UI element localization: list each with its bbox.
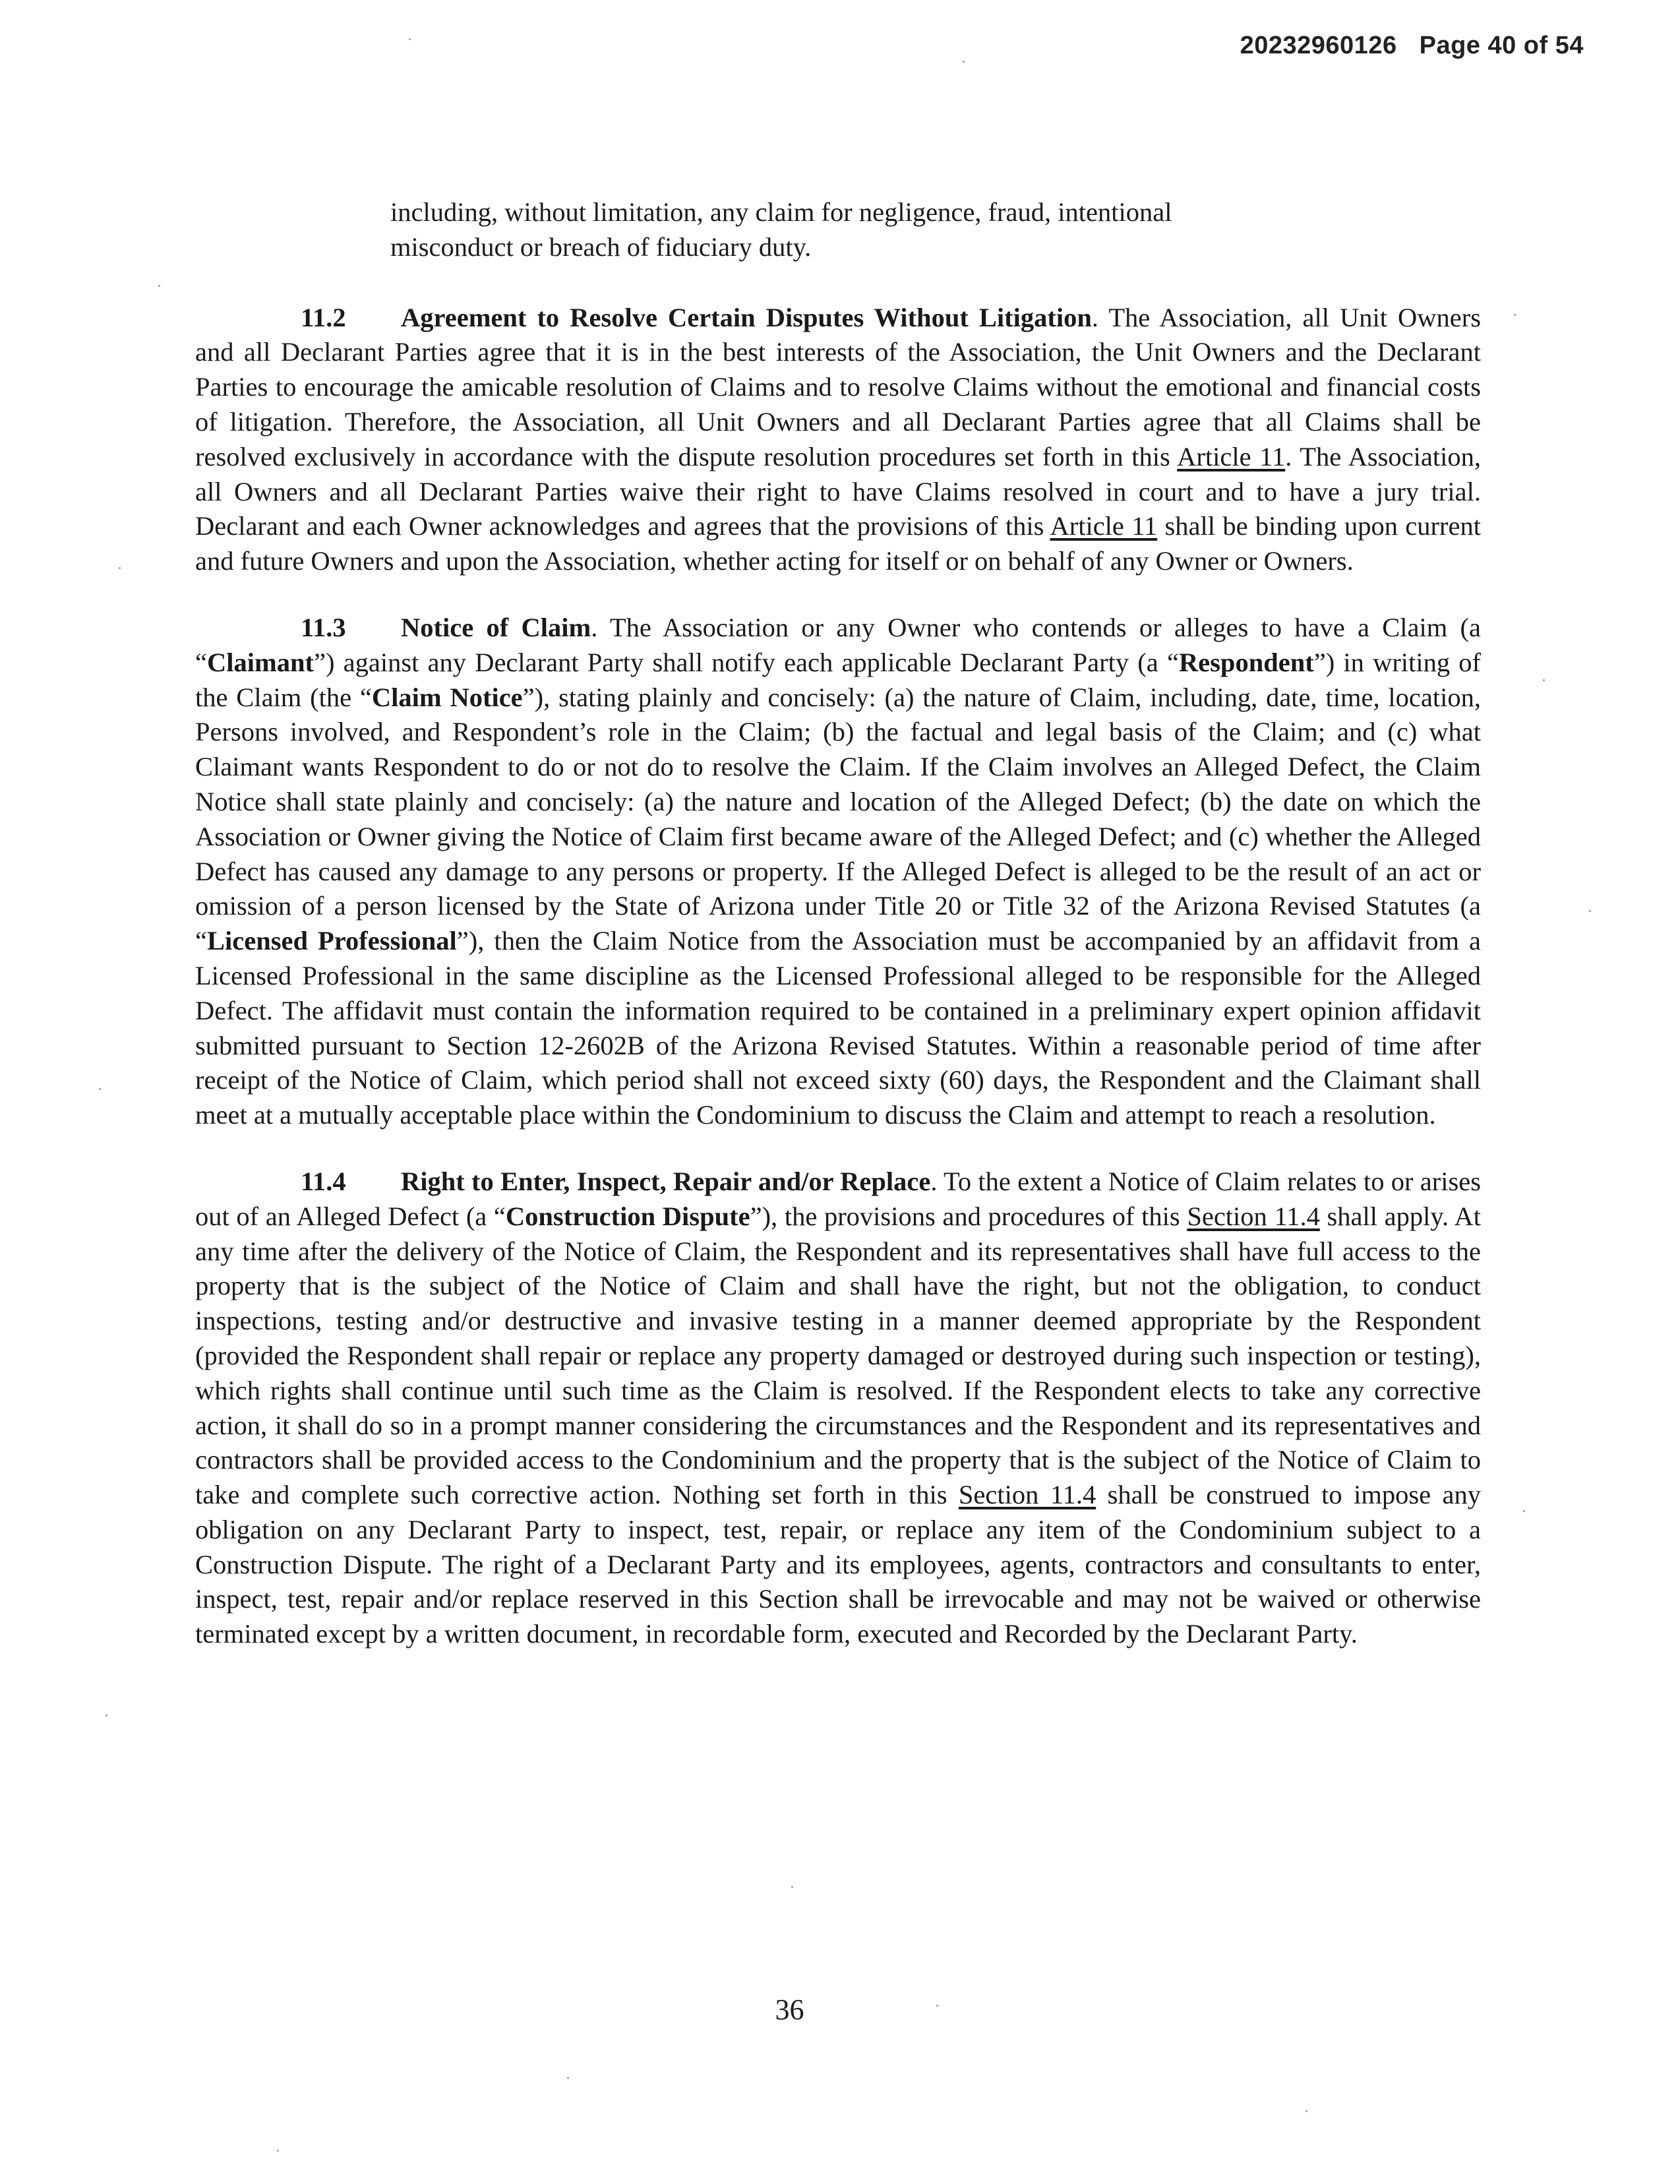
section-text: ”) against any Declarant Party shall notify each applicable Declarant Party (a “: [313, 647, 1179, 677]
section-title: Notice of Claim: [401, 612, 591, 642]
section-reference: Section 11.4: [958, 1480, 1096, 1510]
section-number: 11.3: [301, 612, 346, 642]
continuation-line: misconduct or breach of fiduciary duty.: [390, 231, 812, 262]
defined-term: Claim Notice: [371, 682, 523, 712]
continuation-paragraph: [390, 195, 1485, 265]
continuation-line: including, without limitation, any claim for negligence, fraud, intentional: [390, 197, 1172, 227]
section-text: ”), the provisions and procedures of this: [750, 1201, 1187, 1231]
section-text: . The Association, all Owners and all Declarant Parties waive their right to have Claims resolved in court and to have a jury trial. Declarant and each Owner acknowledges and agrees that the provisions of this: [195, 441, 1481, 541]
section-text: ”), stating plainly and concisely: (a) the nature of Claim, including, date, time, location, Persons involved, and Respondent’s role in the Claim; (b) the factual and legal basis of the Claim; and (c) what Claimant wants Respondent to do or not do to resolve the Claim. If the Claim involves an Alleged Defect, the Claim Notice shall state plainly and concisely: (a) the nature and location of the Alleged Defect; (b) the date on which the Association or Owner giving the Notice of Claim first became aware of the Alleged Defect; and (c) whether the Alleged Defect has caused any damage to any persons or property. If the Alleged Defect is alleged to be the result of an act or omission of a person licensed by the State of Arizona under Title 20 or Title 32 of the Arizona Revised Statutes (a “: [195, 682, 1482, 956]
section-number: 11.2: [301, 302, 346, 332]
document-body: [195, 195, 1481, 1684]
article-reference: Article 11: [1177, 441, 1286, 471]
section-text: ”), then the Claim Notice from the Association must be accompanied by an affidavit from a Licensed Professional in the same discipline as the Licensed Professional alleged to be responsible for the Alleged Defect. The affidavit must contain the information required to be contained in a preliminary expert opinion affidavit submitted pursuant to Section 12-2602B of the Arizona Revised Statutes. Within a reasonable period of time after receipt of the Notice of Claim, which period shall not exceed sixty (60) days, the Respondent and the Claimant shall meet at a mutually acceptable place within the Condominium to discuss the Claim and attempt to reach a resolution.: [195, 926, 1482, 1130]
section-text: shall apply. At any time after the delivery of the Notice of Claim, the Respondent and its representatives shall have full access to the property that is the subject of the Notice of Claim and shall have the right, but not the obligation, to conduct inspections, testing and/or destructive and invasive testing in a manner deemed appropriate by the Respondent (provided the Respondent shall repair or replace any property damaged or destroyed during such inspection or testing), which rights shall continue until such time as the Claim is resolved. If the Respondent elects to take any corrective action, it shall do so in a prompt manner considering the circumstances and the Respondent and its representatives and contractors shall be provided access to the Condominium and the property that is the subject of the Notice of Claim to take and complete such corrective action. Nothing set forth in this: [195, 1201, 1481, 1510]
section-11-4: [195, 1165, 1481, 1652]
section-title: Right to Enter, Inspect, Repair and/or Replace: [401, 1166, 931, 1196]
defined-term: Respondent: [1178, 647, 1314, 677]
section-title: Agreement to Resolve Certain Disputes Without Litigation: [401, 302, 1092, 332]
section-11-3: [195, 611, 1481, 1133]
section-text: shall be binding upon current and future Owners and upon the Association, whether acting for itself or on behalf of any Owner or Owners.: [195, 511, 1481, 576]
section-text: . The Association or any Owner who contends or alleges to have a Claim (a “: [195, 612, 1481, 677]
section-text: . To the extent a Notice of Claim relates to or arises out of an Alleged Defect (a “: [195, 1166, 1481, 1231]
defined-term: Licensed Professional: [206, 926, 457, 956]
section-text: . The Association, all Unit Owners and all Declarant Parties agree that it is in the best interests of the Association, the Unit Owners and the Declarant Parties to encourage the amicable resolution of Claims and to resolve Claims without the emotional and financial costs of litigation. Therefore, the Association, all Unit Owners and all Declarant Parties agree that all Claims shall be resolved exclusively in accordance with the dispute resolution procedures set forth in this: [195, 302, 1481, 471]
section-11-2: [195, 301, 1481, 579]
defined-term: Claimant: [206, 647, 314, 677]
page-number: 36: [775, 1993, 804, 2026]
section-text: ”) in writing of the Claim (the “: [195, 647, 1481, 712]
section-text: shall be construed to impose any obligation on any Declarant Party to inspect, test, repair, or replace any item of the Condominium subject to a Construction Dispute. The right of a Declarant Party and its employees, agents, contractors and consultants to enter, inspect, test, repair and/or replace reserved in this Section shall be irrevocable and may not be waived or otherwise terminated except by a written document, in recordable form, executed and Recorded by the Declarant Party.: [195, 1480, 1481, 1649]
page-count-label: Page 40 of 54: [1419, 32, 1584, 59]
document-number: 20232960126: [1240, 32, 1397, 59]
defined-term: Construction Dispute: [505, 1201, 750, 1231]
section-number: 11.4: [301, 1166, 346, 1196]
article-reference: Article 11: [1050, 511, 1158, 541]
section-reference: Section 11.4: [1187, 1201, 1320, 1231]
recording-stamp: [1240, 32, 1584, 60]
